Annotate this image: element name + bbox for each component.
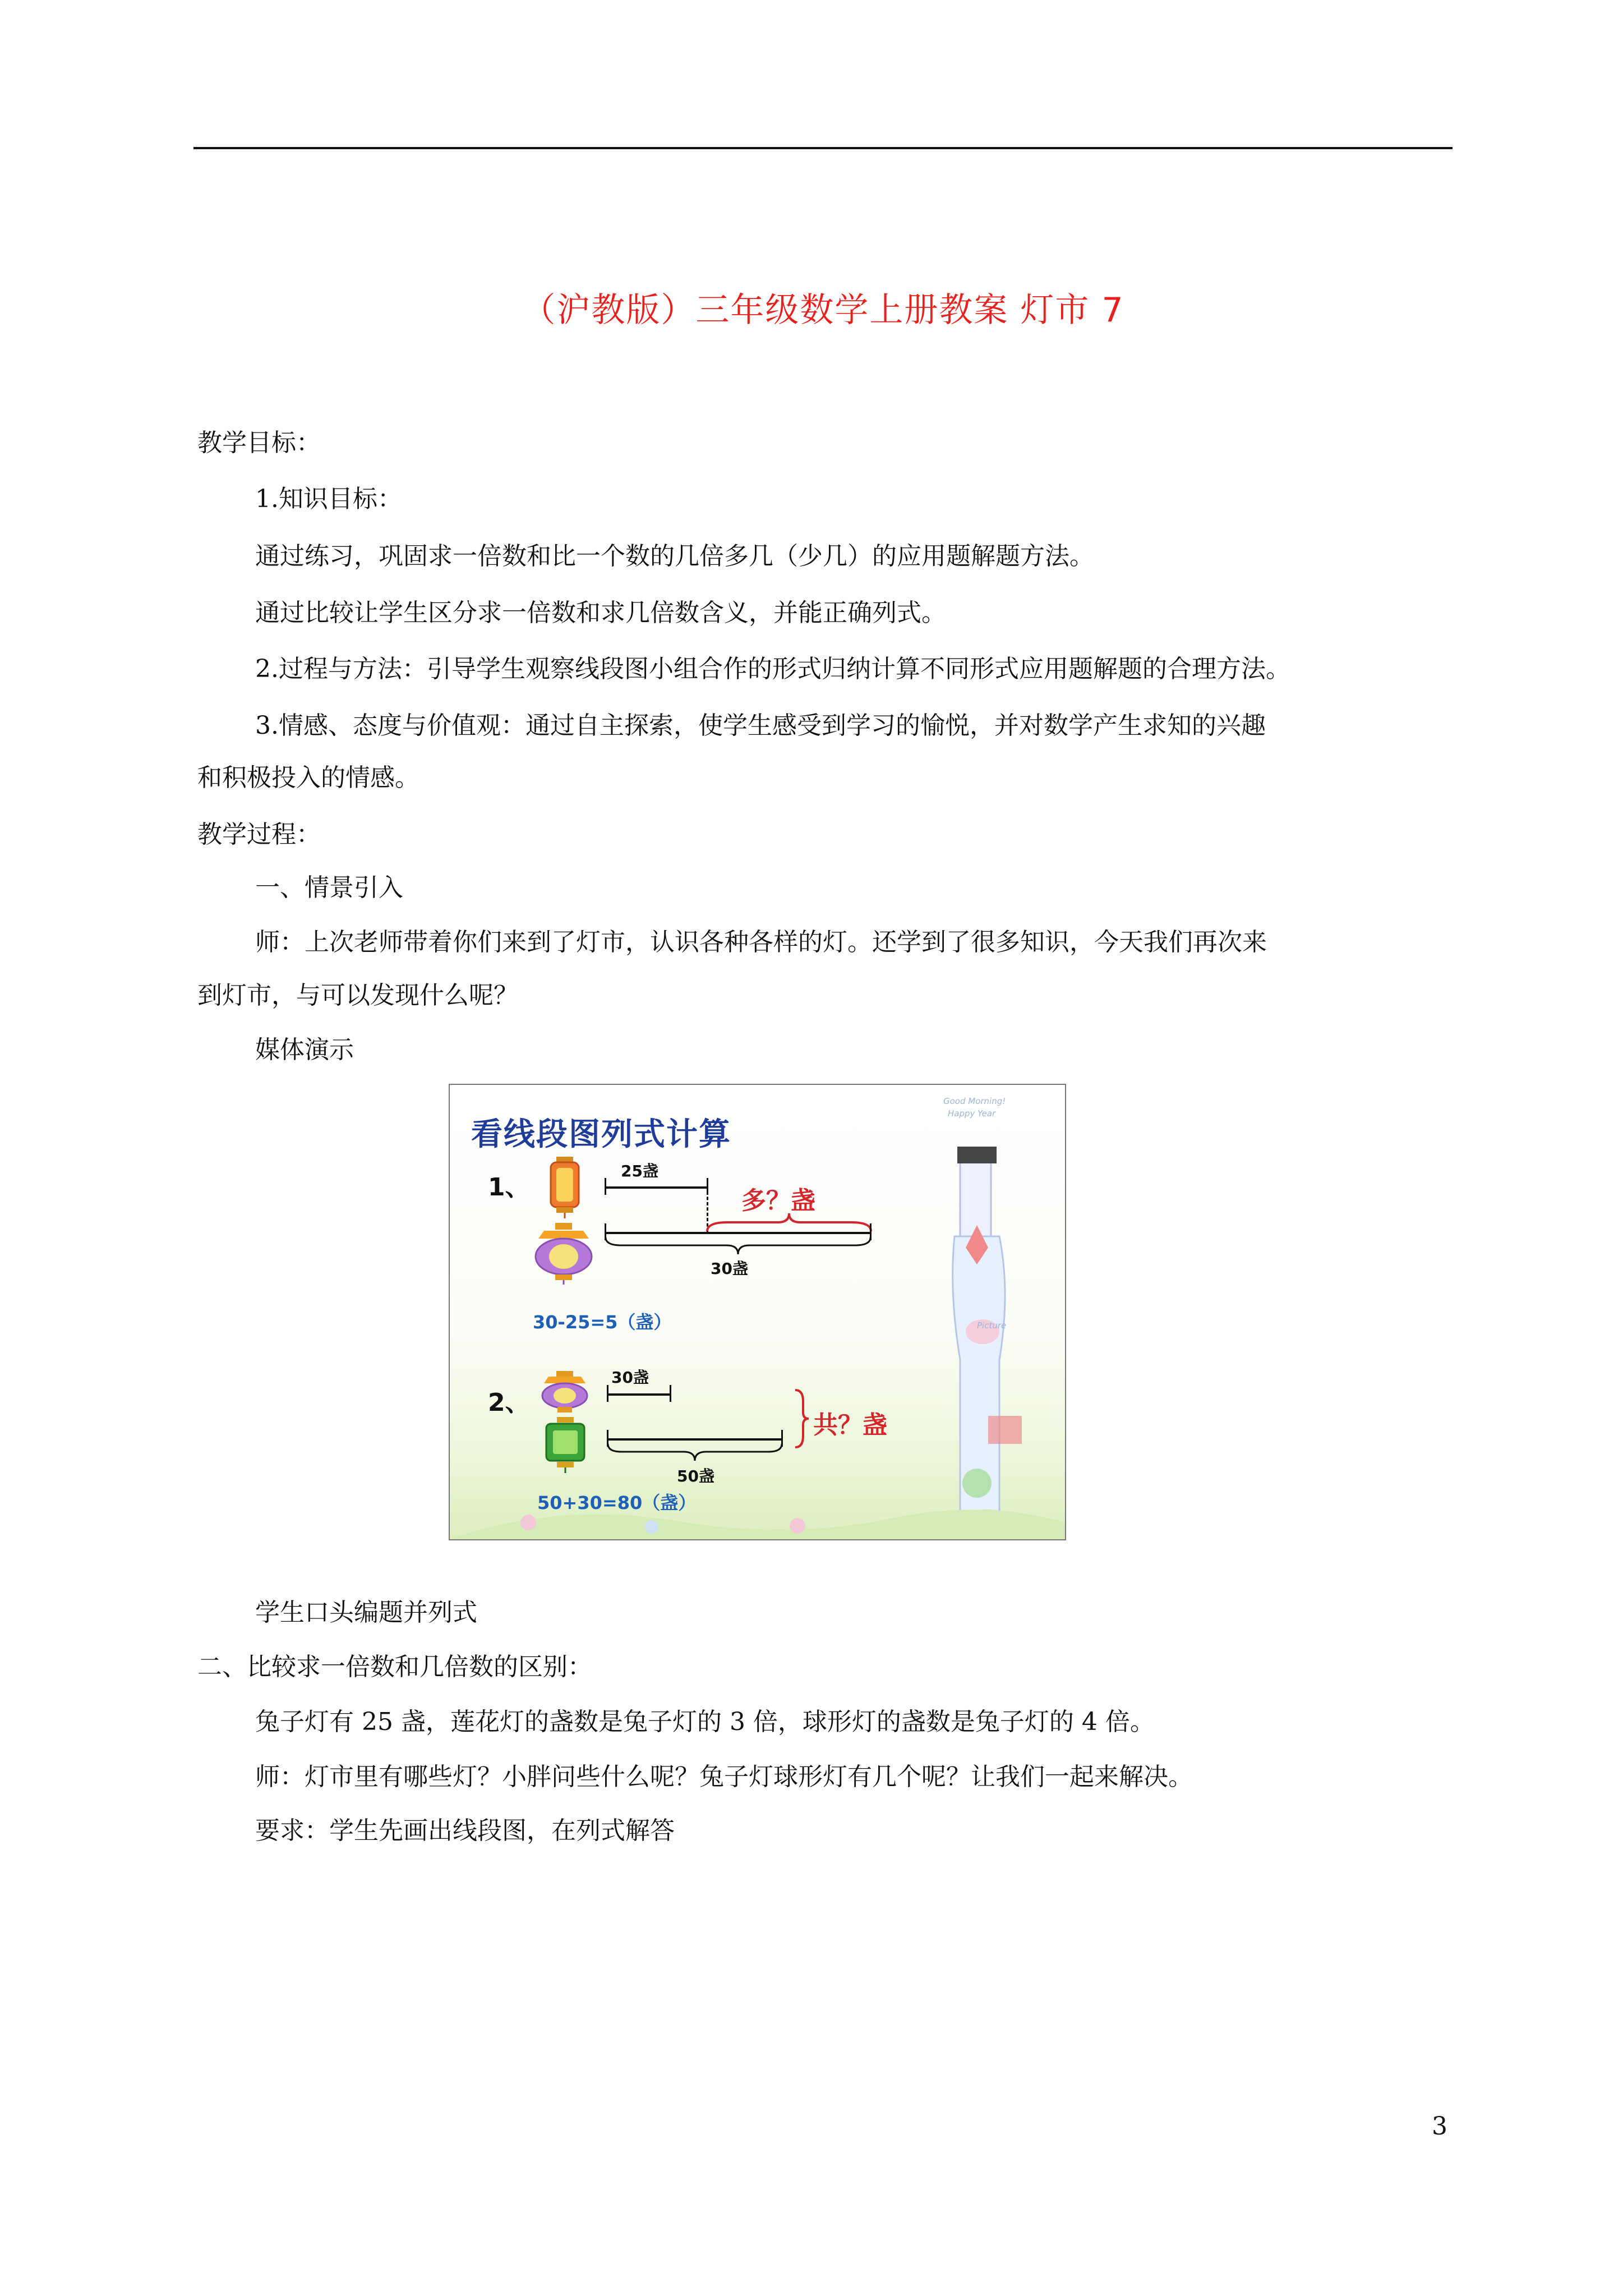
rabbit-lantern-icon bbox=[545, 1157, 584, 1218]
lotus-lantern-small-icon bbox=[540, 1371, 590, 1414]
problem-1-top-label: 25盏 bbox=[621, 1162, 658, 1180]
problem-2-top-tick-right bbox=[670, 1385, 671, 1402]
header-rule bbox=[193, 147, 1453, 149]
knowledge-goal-line-1: 通过练习，巩固求一倍数和比一个数的几倍多几（少几）的应用题解题方法。 bbox=[255, 542, 1094, 570]
ball-lantern-icon bbox=[543, 1417, 588, 1473]
problem-2-bottom-label: 50盏 bbox=[677, 1467, 714, 1485]
problem-2-top-tick-left bbox=[607, 1385, 608, 1402]
problem-1-bottom-label: 30盏 bbox=[711, 1259, 748, 1278]
problem-1-question: 多？盏 bbox=[741, 1186, 815, 1215]
teacher-line-2: 师：灯市里有哪些灯？小胖问些什么呢？兔子灯球形灯有几个呢？让我们一起来解决。 bbox=[255, 1763, 1193, 1791]
problem-1-bottom-bar bbox=[605, 1232, 872, 1234]
problem-2-top-label: 30盏 bbox=[611, 1368, 649, 1387]
problem-1-formula: 30-25=5（盏） bbox=[533, 1312, 672, 1333]
media-demo: 媒体演示 bbox=[255, 1036, 354, 1064]
problem-1-bottom-brace-icon bbox=[605, 1235, 872, 1255]
problem-2-bottom-bar bbox=[607, 1438, 783, 1441]
requirement-line: 要求：学生先画出线段图，在列式解答 bbox=[255, 1816, 675, 1845]
deco-text-3: Picture bbox=[977, 1320, 1007, 1331]
problem-2-top-bar bbox=[607, 1393, 671, 1396]
page-number: 3 bbox=[1432, 2112, 1447, 2141]
document-title: （沪教版）三年级数学上册教案 灯市 7 bbox=[522, 291, 1124, 330]
problem-1-top-tick-left bbox=[605, 1178, 606, 1195]
problem-statement: 兔子灯有 25 盏，莲花灯的盏数是兔子灯的 3 倍，球形灯的盏数是兔子灯的 4 倍。 bbox=[255, 1708, 1155, 1736]
emotion-goal-line-1: 3.情感、态度与价值观：通过自主探索，使学生感受到学习的愉悦，并对数学产生求知的兴趣 bbox=[255, 711, 1266, 740]
process-goal: 2.过程与方法：引导学生观察线段图小组合作的形式归纳计算不同形式应用题解题的合理方法。 bbox=[255, 655, 1290, 683]
problem-2-question: 共？盏 bbox=[813, 1411, 887, 1439]
slide-figure bbox=[449, 1084, 1066, 1540]
problem-2-bottom-brace-icon bbox=[607, 1442, 783, 1462]
process-heading: 教学过程： bbox=[197, 820, 321, 849]
problem-1-top-bar bbox=[605, 1186, 708, 1189]
problem-2-formula: 50+30=80（盏） bbox=[537, 1492, 697, 1513]
knowledge-goal: 1.知识目标： bbox=[255, 485, 402, 513]
section-1-heading: 一、情景引入 bbox=[255, 873, 403, 902]
deco-text-1: Good Morning! bbox=[943, 1096, 1006, 1106]
emotion-goal-line-2: 和积极投入的情感。 bbox=[197, 763, 419, 792]
lotus-lantern-icon bbox=[533, 1223, 594, 1285]
knowledge-goal-line-2: 通过比较让学生区分求一倍数和求几倍数含义，并能正确列式。 bbox=[255, 599, 946, 627]
teacher-line-1b: 到灯市，与可以发现什么呢？ bbox=[197, 981, 518, 1010]
problem-1-number: 1、 bbox=[488, 1173, 530, 1202]
bottle-decoration-icon bbox=[938, 1124, 1050, 1539]
section-2-heading: 二、比较求一倍数和几倍数的区别： bbox=[197, 1653, 592, 1681]
students-line: 学生口头编题并列式 bbox=[255, 1598, 477, 1627]
deco-text-2: Happy Year bbox=[948, 1108, 996, 1119]
teacher-line-1a: 师：上次老师带着你们来到了灯市，认识各种各样的灯。还学到了很多知识，今天我们再次来 bbox=[255, 928, 1267, 956]
problem-2-number: 2、 bbox=[488, 1388, 530, 1417]
goals-heading: 教学目标： bbox=[197, 429, 321, 457]
problem-2-total-brace-icon bbox=[793, 1388, 810, 1450]
slide-title: 看线段图列式计算 bbox=[471, 1116, 731, 1153]
